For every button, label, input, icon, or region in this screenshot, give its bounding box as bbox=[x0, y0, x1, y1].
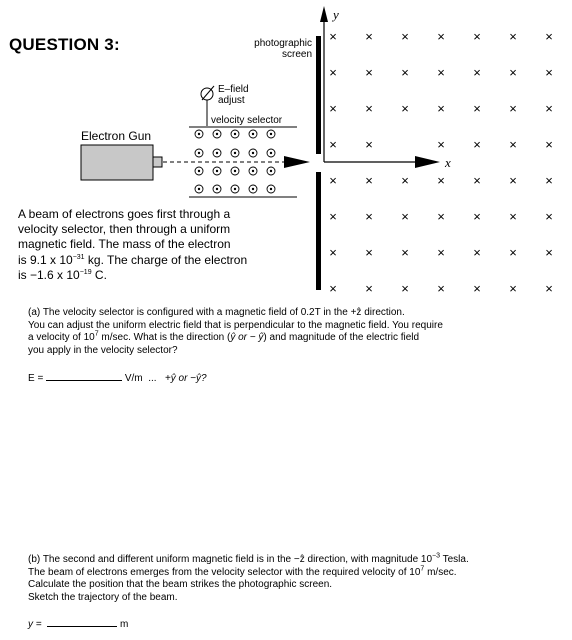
part-a-answer-unit: V/m bbox=[124, 373, 143, 384]
field-out-of-page-dot bbox=[270, 188, 272, 190]
field-into-page-mark: × bbox=[329, 173, 337, 188]
field-out-of-page-dot bbox=[198, 152, 200, 154]
field-into-page-mark: × bbox=[401, 29, 409, 44]
part-b-answer-prefix: y = bbox=[28, 619, 42, 630]
part-b-answer-line bbox=[28, 617, 328, 632]
field-into-page-mark: × bbox=[473, 101, 481, 116]
field-into-page-mark: × bbox=[509, 101, 517, 116]
photographic-screen-label-1: photographic bbox=[254, 38, 312, 49]
field-out-of-page-dot bbox=[216, 170, 218, 172]
field-into-page-mark: × bbox=[545, 281, 553, 296]
part-a-question bbox=[28, 307, 568, 357]
intro-text bbox=[18, 207, 303, 283]
photographic-screen-label-2: screen bbox=[281, 49, 312, 60]
field-out-of-page-dot bbox=[270, 133, 272, 135]
field-out-of-page-dot bbox=[252, 133, 254, 135]
part-a-line-1-end: direction. bbox=[361, 307, 405, 318]
y-axis-label: y bbox=[333, 7, 339, 22]
part-a-line-3-end: ) and magnitude of the electric field bbox=[263, 332, 420, 344]
part-b-line-1-end: Tesla. bbox=[440, 554, 469, 565]
field-into-page-mark: × bbox=[545, 29, 553, 44]
part-b-z-hat: ẑ bbox=[299, 554, 305, 565]
field-into-page-mark: × bbox=[545, 245, 553, 260]
field-into-page-mark: × bbox=[545, 173, 553, 188]
field-out-of-page-dot bbox=[252, 170, 254, 172]
part-a-line-1-text: (a) The velocity selector is configured with a magnetic field of 0.2T in the + bbox=[28, 307, 357, 318]
field-into-page-mark: × bbox=[473, 245, 481, 260]
field-into-page-mark: × bbox=[329, 281, 337, 296]
field-into-page-mark: × bbox=[329, 137, 337, 152]
field-into-page-mark: × bbox=[329, 245, 337, 260]
field-into-page-mark: × bbox=[545, 209, 553, 224]
part-a-direction-options: ŷ or − ŷ bbox=[230, 332, 264, 344]
field-out-of-page-dot bbox=[216, 133, 218, 135]
field-into-page-mark: × bbox=[437, 137, 445, 152]
electron-gun-label: Electron Gun bbox=[81, 129, 152, 143]
field-into-page-mark: × bbox=[545, 137, 553, 152]
field-into-page-mark: × bbox=[365, 209, 373, 224]
part-a-line-2: You can adjust the uniform electric field that is perpendicular to the magnetic field. You require bbox=[28, 319, 443, 331]
field-into-page-mark: × bbox=[365, 29, 373, 44]
part-a-answer-prefix: E = bbox=[28, 373, 44, 384]
field-into-page-mark: × bbox=[545, 65, 553, 80]
intro-line-1: A beam of electrons goes first through a bbox=[18, 207, 231, 221]
field-into-page-mark: × bbox=[329, 209, 337, 224]
field-into-page-mark: × bbox=[473, 209, 481, 224]
field-out-of-page-dot bbox=[252, 188, 254, 190]
field-into-page-mark: × bbox=[401, 65, 409, 80]
part-b-velocity-exponent: 7 bbox=[420, 565, 425, 573]
field-into-page-mark: × bbox=[365, 137, 373, 152]
field-into-page-mark: × bbox=[365, 173, 373, 188]
field-into-page-mark: × bbox=[365, 65, 373, 80]
field-into-page-mark: × bbox=[509, 137, 517, 152]
field-out-of-page-dot bbox=[216, 188, 218, 190]
intro-mass-unit: kg. The charge of the electron bbox=[84, 252, 248, 267]
part-b-line-1-text: (b) The second and different uniform magnetic field is in the − bbox=[28, 554, 300, 565]
beam-arrowhead bbox=[284, 156, 310, 168]
field-into-page-mark: × bbox=[329, 65, 337, 80]
field-into-page-mark: × bbox=[545, 101, 553, 116]
field-into-page-mark: × bbox=[401, 101, 409, 116]
part-b-magnitude: direction, with magnitude 10 bbox=[304, 554, 433, 565]
part-a-line-3-text: m/sec. What is the direction ( bbox=[98, 332, 231, 344]
field-into-page-mark: × bbox=[329, 29, 337, 44]
field-into-page-mark: × bbox=[365, 281, 373, 296]
field-into-page-mark: × bbox=[509, 173, 517, 188]
field-into-page-mark: × bbox=[401, 173, 409, 188]
field-into-page-mark: × bbox=[437, 245, 445, 260]
part-a-line-1 bbox=[28, 307, 568, 320]
field-into-page-mark: × bbox=[437, 209, 445, 224]
field-into-page-mark: × bbox=[473, 65, 481, 80]
field-into-page-mark: × bbox=[437, 101, 445, 116]
field-into-page-mark: × bbox=[509, 29, 517, 44]
part-b-line-4: Sketch the trajectory of the beam. bbox=[28, 591, 178, 603]
part-a-answer-line bbox=[28, 371, 568, 386]
electron-gun-body bbox=[81, 145, 153, 180]
part-a-answer-ellipsis: ... bbox=[148, 373, 157, 384]
field-into-page-mark: × bbox=[365, 101, 373, 116]
electron-gun-nozzle bbox=[153, 157, 162, 167]
field-out-of-page-dot bbox=[198, 133, 200, 135]
e-field-label-1: E–field bbox=[218, 84, 249, 95]
field-into-page-mark: × bbox=[509, 209, 517, 224]
part-a-velocity: a velocity of 10 bbox=[28, 332, 95, 344]
part-a-velocity-exponent: 7 bbox=[94, 330, 99, 338]
field-out-of-page-dot bbox=[234, 170, 236, 172]
part-b-line-2-text: The beam of electrons emerges from the velocity selector with the required velocity of 10 bbox=[28, 566, 421, 578]
photographic-screen-upper bbox=[316, 36, 321, 154]
part-b-line-3: Calculate the position that the beam strikes the photographic screen. bbox=[28, 579, 333, 591]
y-axis-arrowhead bbox=[320, 6, 328, 22]
part-a-answer-blank[interactable] bbox=[46, 371, 122, 381]
intro-charge-exponent: −19 bbox=[79, 268, 92, 276]
field-into-page-mark: × bbox=[473, 137, 481, 152]
field-out-of-page-dot bbox=[252, 152, 254, 154]
intro-line-4 bbox=[18, 253, 303, 268]
intro-mass-value: is 9.1 x 10 bbox=[18, 252, 73, 267]
part-b-answer-blank[interactable] bbox=[47, 617, 117, 627]
part-b-magnitude-exponent: −3 bbox=[432, 552, 441, 560]
intro-line-2: velocity selector, then through a uniform bbox=[18, 222, 231, 237]
field-into-page-mark: × bbox=[509, 245, 517, 260]
field-into-page-mark: × bbox=[473, 281, 481, 296]
question-title: QUESTION 3: bbox=[9, 35, 120, 54]
part-b-line-1 bbox=[28, 554, 568, 567]
field-into-page-mark: × bbox=[401, 245, 409, 260]
part-b-line-2 bbox=[28, 567, 568, 580]
part-a-answer-direction: +ŷ or −ŷ? bbox=[164, 373, 207, 384]
intro-charge-unit: C. bbox=[91, 267, 107, 282]
part-b-line-2-end: m/sec. bbox=[424, 566, 457, 578]
intro-mass-exponent: −31 bbox=[72, 253, 85, 261]
field-into-page-mark: × bbox=[437, 29, 445, 44]
field-out-of-page-dot bbox=[270, 152, 272, 154]
field-out-of-page-dot bbox=[234, 152, 236, 154]
field-into-page-mark: × bbox=[509, 65, 517, 80]
part-b-question bbox=[28, 554, 568, 604]
field-into-page-mark: × bbox=[509, 281, 517, 296]
intro-charge-value: is −1.6 x 10 bbox=[18, 267, 80, 282]
field-out-of-page-dot bbox=[198, 188, 200, 190]
field-into-page-mark: × bbox=[329, 101, 337, 116]
velocity-selector-label: velocity selector bbox=[211, 115, 283, 126]
field-into-page-mark: × bbox=[473, 173, 481, 188]
part-a-line-4: you apply in the velocity selector? bbox=[28, 344, 178, 356]
field-into-page-mark: × bbox=[365, 245, 373, 260]
intro-line-5 bbox=[18, 268, 303, 283]
field-into-page-mark: × bbox=[473, 29, 481, 44]
x-axis-label: x bbox=[445, 155, 451, 170]
field-into-page-mark: × bbox=[401, 209, 409, 224]
field-into-page-mark: × bbox=[401, 281, 409, 296]
field-out-of-page-dot bbox=[234, 133, 236, 135]
field-out-of-page-dot bbox=[198, 170, 200, 172]
field-out-of-page-dot bbox=[216, 152, 218, 154]
intro-line-3: magnetic field. The mass of the electron bbox=[18, 237, 231, 252]
photographic-screen-lower bbox=[316, 172, 321, 290]
field-into-page-mark: × bbox=[437, 173, 445, 188]
field-out-of-page-dot bbox=[270, 170, 272, 172]
part-a-line-3 bbox=[28, 332, 568, 345]
e-field-label-2: adjust bbox=[218, 95, 245, 106]
field-into-page-mark: × bbox=[437, 281, 445, 296]
field-into-page-mark: × bbox=[437, 65, 445, 80]
x-axis-arrowhead bbox=[415, 156, 440, 168]
part-b-answer-unit: m bbox=[119, 619, 129, 630]
field-out-of-page-dot bbox=[234, 188, 236, 190]
part-a-z-hat: ẑ bbox=[356, 307, 362, 318]
